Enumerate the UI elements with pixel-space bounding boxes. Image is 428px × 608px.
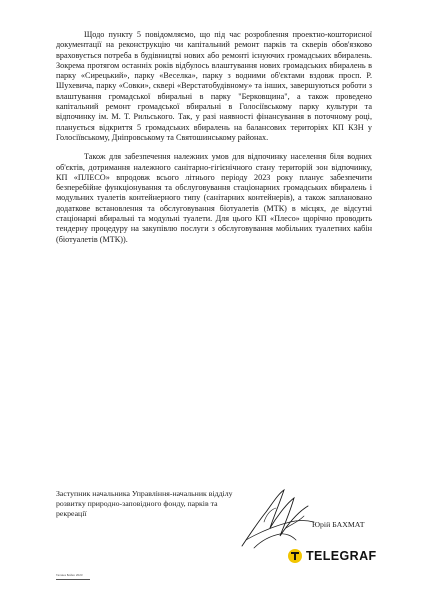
paragraph-2: Також для забезпечення належних умов для відпочинку населення біля водних об'єктів, дотримання належного санітарно-гігієнічного стану територій зон відпочинку, КП «ПЛЕСО» впродовж всього літнього періоду 2023 року планує забезпечити безперебійне функціонування та обслуговування стаціонарних громадських вбиралень і модульних туалетів контейнерного типу (санітарних контейнерів), а також заплановано додаткове встановлення та обслуговування біотуалетів (МТК) в місцях, де відсутні стаціонарні вбиральні та модульні туалети. Для цього КП «Плесо» щорічно проводить тендерну процедуру на закупівлю послуги з обслуговування мобільних туалетних кабін (біотуалетів (МТК)).	[56, 152, 372, 244]
signatory-position: Заступник начальника Управління-начальник відділу розвитку природно-заповідного фонду, парків та рекреації	[56, 489, 233, 519]
telegraf-logo-text: TELEGRAF	[306, 549, 377, 563]
telegraf-logo-icon	[288, 549, 302, 563]
telegraf-logo	[288, 548, 377, 564]
letter-body	[56, 30, 372, 245]
footer-divider	[56, 579, 90, 580]
handwritten-signature	[236, 482, 320, 556]
footer-note: Галина Бойко 2023	[56, 573, 83, 577]
paragraph-1: Щодо пункту 5 повідомляємо, що під час розроблення проектно-кошторисної документації на реконструкцію чи капітальний ремонт парків та скверів обов'язково враховується потреба в будівництві нових або ремонті існуючих громадських вбиралень. Зокрема протягом останніх років відбулось влаштування нових громадських вбиралень в парку «Сирецький», парку «Веселка», парку з водними об'єктами вздовж просп. Р. Шухевича, парку «Совки», сквері «Верстатобудівному» та інших, завершуються роботи з влаштування громадської вбиральні в парку "Берковщина", а також проведено капітальний ремонт громадської вбиральні в Голосіївському парку культури та відпочинку ім. М. Т. Рильського. Так, у разі наявності фінансування в поточному році, планується відкриття 5 громадських вбиралень на балансових територіях КП КЗН у Голосіївському, Дніпровському та Святошинському районах.	[56, 30, 372, 142]
signatory-name: Юрій БАХМАТ	[312, 520, 365, 529]
